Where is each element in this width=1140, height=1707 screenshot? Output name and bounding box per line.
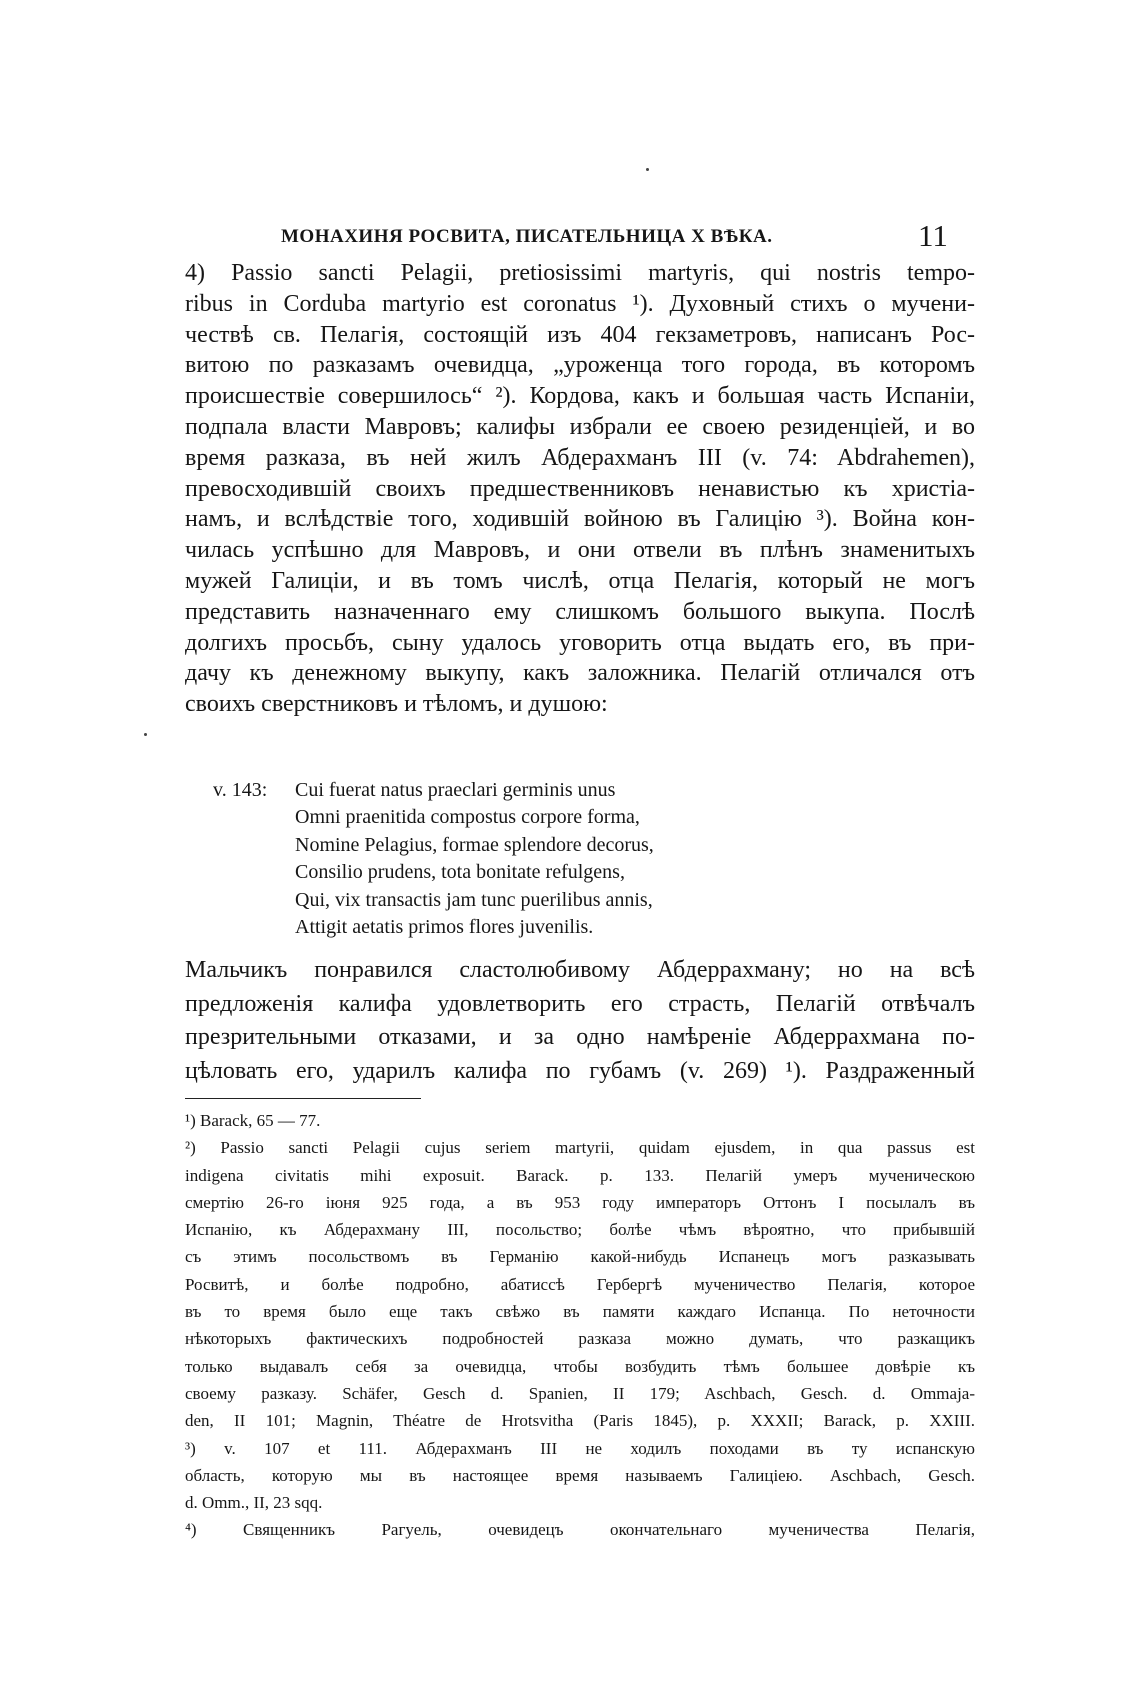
verse-line: Consilio prudens, tota bonitate refulgens,	[295, 861, 625, 884]
text-line: чилась успѣшно для Мавровъ, и они отвели въ плѣнъ знаменитыхъ	[185, 537, 975, 564]
print-speck	[646, 168, 649, 171]
verse-quotation	[213, 777, 654, 941]
text-line: своихъ сверстниковъ и тѣломъ, и душою:	[185, 691, 608, 718]
footnote-3-line: d. Omm., II, 23 sqq.	[185, 1493, 323, 1513]
footnote-2-line: ²) Passio sancti Pelagii cujus seriem martyrii, quidam ejusdem, in qua passus est	[185, 1138, 975, 1158]
verse-number: v. 143:	[213, 779, 268, 801]
text-line: Мальчикъ понравился сластолюбивому Абдеррахману; но на всѣ	[185, 957, 975, 983]
text-line: подпала власти Мавровъ; калифы избрали ее своею резиденціей, и во	[185, 413, 975, 440]
text-line: превосходившій своихъ предшественниковъ ненавистью къ христіа-	[185, 475, 975, 502]
footnote-2-line: indigena civitatis mihi exposuit. Barack. p. 133. Пелагій умеръ мученическою	[185, 1165, 975, 1185]
text-line: дачу къ денежному выкупу, какъ заложника. Пелагій отличался отъ	[185, 660, 975, 687]
page-number: 11	[918, 218, 948, 253]
footnote-2-line: Росвитѣ, и болѣе подробно, абатиссѣ Гербергѣ мученичество Пелагія, которое	[185, 1274, 975, 1294]
footnotes	[185, 1107, 975, 1544]
footnote-2-line: Испанію, къ Абдерахману III, посольство; болѣе чѣмъ вѣроятно, что прибывшій	[185, 1220, 975, 1240]
text-line: чествѣ св. Пелагія, состоящій изъ 404 гекзаметровъ, написанъ Рос-	[185, 321, 975, 348]
footnote-4: ⁴) Священникъ Рагуель, очевидецъ окончательнаго мученичества Пелагія,	[185, 1520, 975, 1540]
text-line: цѣловать его, ударилъ калифа по губамъ (v. 269) ¹). Раздраженный	[185, 1057, 975, 1084]
verse-line: Qui, vix transactis jam tunc puerilibus annis,	[295, 888, 653, 911]
footnote-2-line: только выдавалъ себя за очевидца, чтобы возбудить тѣмъ большее довѣріе къ	[185, 1356, 975, 1376]
text-line: 4) Passio sancti Pelagii, pretiosissimi martyris, qui nostris tempo-	[185, 260, 975, 286]
text-line: намъ, и вслѣдствіе того, ходившій войною въ Галицію ³). Война кон-	[185, 506, 975, 533]
verse-line: Nomine Pelagius, formae splendore decorus,	[295, 833, 654, 856]
verse-line: Omni praenitida compostus corpore forma,	[295, 806, 640, 829]
footnote-3-line: область, которую мы въ настоящее время называемъ Галиціею. Aschbach, Gesch.	[185, 1465, 975, 1485]
footnote-2-line: съ этимъ посольствомъ въ Германію какой-нибудь Испанецъ могъ разказывать	[185, 1247, 975, 1267]
main-text	[185, 258, 975, 720]
print-speck	[144, 733, 147, 736]
footnote-1: ¹) Barack, 65 — 77.	[185, 1111, 321, 1130]
text-line: предложенія калифа удовлетворить его страсть, Пелагій отвѣчалъ	[185, 990, 975, 1017]
text-line: представить назначеннаго ему слишкомъ большого выкупа. Послѣ	[185, 598, 975, 625]
verse-line: Attigit aetatis primos flores juvenilis.	[295, 915, 594, 938]
text-line: мужей Галиціи, и въ томъ числѣ, отца Пелагія, который не могъ	[185, 567, 975, 594]
verse-line: Cui fuerat natus praeclari germinis unus	[295, 779, 616, 801]
footnote-2-line: въ то время было еще такъ свѣжо въ памяти каждаго Испанца. По неточности	[185, 1302, 975, 1322]
main-text-continued	[185, 954, 975, 1088]
text-line: происшествіе совершилось“ ²). Кордова, какъ и большая часть Испаніи,	[185, 383, 975, 410]
footnote-2-line: своему разказу. Schäfer, Gesch d. Spanien, II 179; Aschbach, Gesch. d. Ommaja-	[185, 1383, 975, 1403]
footnote-2-line: den, II 101; Magnin, Théatre de Hrotsvitha (Paris 1845), p. XXXII; Barack, p. XXIII.	[185, 1411, 975, 1431]
footnote-rule	[185, 1098, 421, 1099]
text-line: ribus in Corduba martyrio est coronatus ¹). Духовный стихъ о мучени-	[185, 290, 975, 317]
running-header-title: МОНАХИНЯ РОСВИТА, ПИСАТЕЛЬНИЦА X ВѢКА.	[281, 226, 773, 247]
text-line: время разказа, въ ней жилъ Абдерахманъ III (v. 74: Abdrahemen),	[185, 444, 975, 471]
footnote-3-line: ³) v. 107 et 111. Абдерахманъ III не ходилъ походами въ ту испанскую	[185, 1438, 975, 1458]
text-line: витою по разказамъ очевидца, „уроженца того города, въ которомъ	[185, 352, 975, 379]
text-line: презрительными отказами, и за одно намѣреніе Абдеррахмана по-	[185, 1024, 975, 1050]
footnote-2-line: нѣкоторыхъ фактическихъ подробностей разказа можно думать, что разкащикъ	[185, 1329, 975, 1349]
footnote-2-line: смертію 26-го іюня 925 года, а въ 953 году императоръ Оттонъ I посылалъ въ	[185, 1192, 975, 1212]
text-line: долгихъ просьбъ, сыну удалось уговорить отца выдать его, въ при-	[185, 629, 975, 656]
